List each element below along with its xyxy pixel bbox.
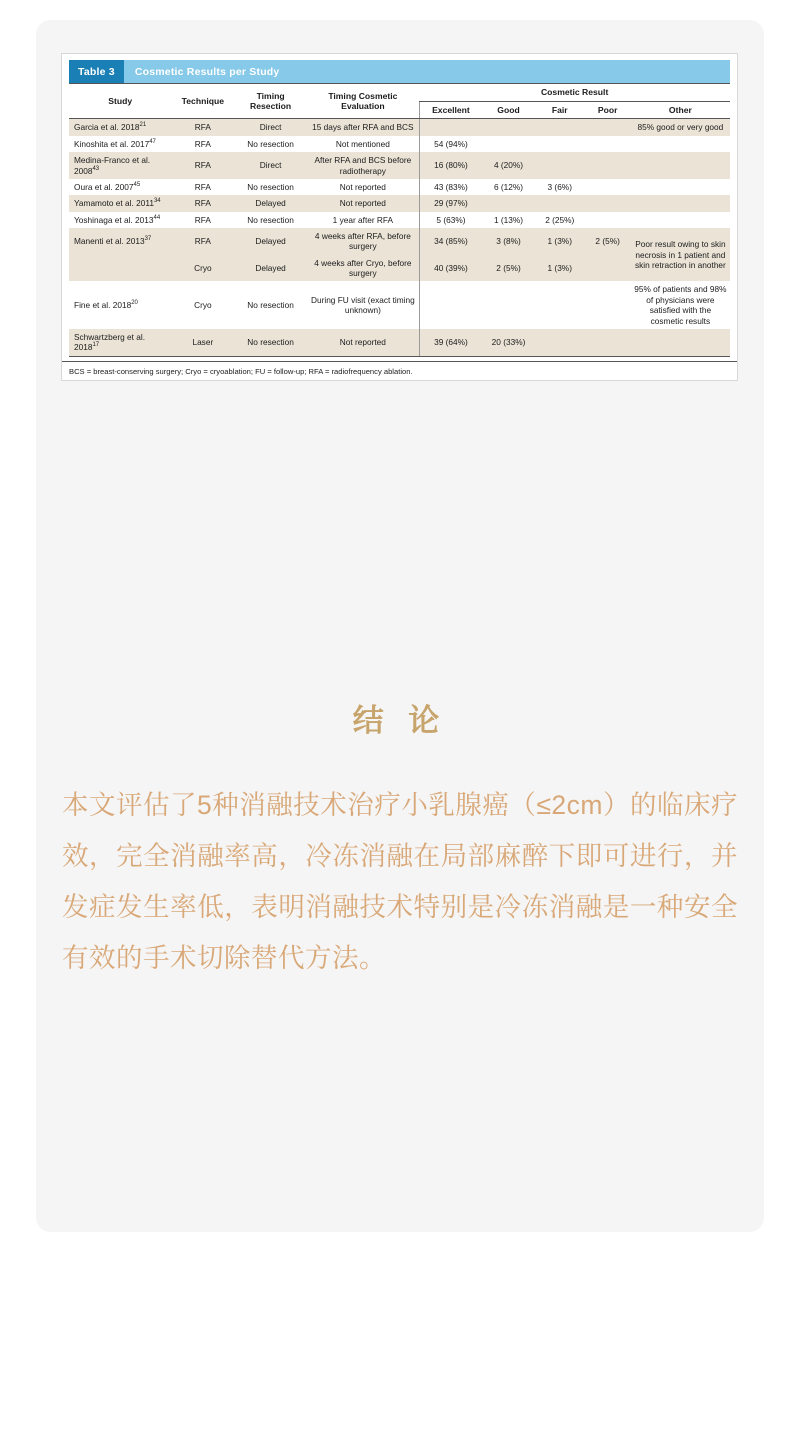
- cell-timing-cosmetic: 15 days after RFA and BCS: [307, 119, 419, 136]
- cell-good: 1 (13%): [493, 214, 524, 225]
- cell-poor: [585, 255, 631, 282]
- col-header-study: Study: [69, 84, 171, 119]
- cell-other: [631, 152, 730, 179]
- col-header-timing-resection: Timing Resection: [234, 84, 307, 119]
- cell-timing-resection: Direct: [234, 119, 307, 136]
- conclusion-heading: 结 论: [352, 703, 448, 738]
- cell-technique: RFA: [194, 181, 211, 192]
- cell-fair: 3 (6%): [547, 181, 572, 192]
- cell-timing-cosmetic: 4 weeks after RFA, before surgery: [307, 228, 419, 255]
- cell-poor: [585, 212, 631, 228]
- cell-study: Oura et al. 2007$^{45}$: [74, 181, 141, 192]
- cell-good: [482, 119, 535, 136]
- cell-timing-resection: No resection: [234, 329, 307, 356]
- cell-timing-resection: No resection: [247, 138, 294, 149]
- cell-timing-cosmetic: During FU visit (exact timing unknown): [310, 294, 415, 316]
- cell-fair: [535, 136, 585, 152]
- cell-study: Fine et al. 2018$^{20}$: [74, 299, 138, 310]
- cell-timing-resection: No resection: [247, 214, 294, 225]
- cell-technique: Cryo: [171, 255, 234, 282]
- table-head: [69, 84, 730, 119]
- cell-technique: RFA: [171, 195, 234, 211]
- col-header-fair: Fair: [535, 101, 585, 119]
- cell-other: [631, 195, 730, 211]
- table-row: [69, 179, 730, 195]
- col-header-cosmetic-result-group: Cosmetic Result: [419, 84, 730, 102]
- cell-excellent: [419, 281, 482, 328]
- cell-timing-cosmetic: Not reported: [307, 329, 419, 356]
- cell-other: [631, 329, 730, 356]
- table-header-row-1: [69, 84, 730, 102]
- cell-good: [482, 281, 535, 328]
- cell-timing-resection: No resection: [247, 299, 294, 310]
- cell-good: 6 (12%): [493, 181, 524, 192]
- table-row: [69, 136, 730, 152]
- cell-poor: [585, 281, 631, 328]
- cell-timing-cosmetic: Not reported: [307, 195, 419, 211]
- col-header-excellent: Excellent: [419, 101, 482, 119]
- cell-study: Schwartzberg et al. 2018$^{17}$: [69, 329, 171, 356]
- cell-fair: [535, 329, 585, 356]
- table-body: [69, 119, 730, 356]
- cell-timing-cosmetic: Not reported: [339, 181, 386, 192]
- cell-poor: 2 (5%): [585, 228, 631, 255]
- cell-poor: [585, 179, 631, 195]
- cell-good: 2 (5%): [482, 255, 535, 282]
- cell-excellent: 54 (94%): [419, 136, 482, 152]
- cell-good: 3 (8%): [482, 228, 535, 255]
- cell-excellent: 34 (85%): [419, 228, 482, 255]
- cell-study: Medina-Franco et al. 2008$^{43}$: [69, 152, 171, 179]
- cell-other: [631, 212, 730, 228]
- table-figure: [61, 53, 738, 381]
- cell-poor: [585, 329, 631, 356]
- col-header-timing-cosmetic: Timing Cosmetic Evaluation: [307, 84, 419, 119]
- cell-technique: RFA: [194, 138, 211, 149]
- cell-other: [631, 179, 730, 195]
- cell-study: Kinoshita et al. 2017$^{47}$: [74, 138, 156, 149]
- cell-fair: [535, 119, 585, 136]
- table-row: [69, 281, 730, 328]
- col-header-poor: Poor: [585, 101, 631, 119]
- cell-fair: 1 (3%): [535, 255, 585, 282]
- table-title-bar: [69, 60, 730, 83]
- table-row: [69, 212, 730, 228]
- cell-excellent: 43 (83%): [419, 179, 482, 195]
- cell-other: 95% of patients and 98% of physicians were satisfied with the cosmetic results: [634, 284, 727, 326]
- cell-good: [482, 136, 535, 152]
- cell-fair: [535, 152, 585, 179]
- cell-other: 85% good or very good: [631, 119, 730, 136]
- cell-good: 20 (33%): [482, 329, 535, 356]
- col-header-good: Good: [482, 101, 535, 119]
- cell-timing-resection: No resection: [247, 181, 294, 192]
- table-inner: [62, 54, 737, 361]
- cell-poor: [585, 152, 631, 179]
- cell-study: [69, 255, 171, 282]
- cell-good: [482, 195, 535, 211]
- cell-poor: [585, 119, 631, 136]
- cell-timing-resection: Direct: [234, 152, 307, 179]
- cell-study: Manenti et al. 2013$^{37}$: [69, 228, 171, 255]
- cell-excellent: 29 (97%): [419, 195, 482, 211]
- conclusion-body: 本文评估了5种消融技术治疗小乳腺癌（≤2cm）的临床疗效，完全消融率高，冷冻消融在局部麻醉下即可进行，并发症发生率低，表明消融技术特别是冷冻消融是一种安全有效的手术切除替代方法。: [62, 790, 738, 973]
- cell-poor: [585, 136, 631, 152]
- cell-excellent: 40 (39%): [419, 255, 482, 282]
- cell-excellent: 5 (63%): [419, 212, 482, 228]
- table-footnote: BCS = breast-conserving surgery; Cryo = cryoablation; FU = follow-up; RFA = radiofrequency ablation.: [62, 361, 737, 380]
- table-row: [69, 152, 730, 179]
- col-header-technique: Technique: [171, 84, 234, 119]
- table-row: [69, 228, 730, 255]
- cell-study: Yamamoto et al. 2011$^{34}$: [69, 195, 171, 211]
- cell-excellent: 16 (80%): [419, 152, 482, 179]
- cell-timing-cosmetic: 1 year after RFA: [332, 214, 394, 225]
- cell-fair: [535, 281, 585, 328]
- cell-timing-cosmetic: Not mentioned: [335, 138, 390, 149]
- cell-timing-resection: Delayed: [234, 255, 307, 282]
- cell-timing-cosmetic: 4 weeks after Cryo, before surgery: [307, 255, 419, 282]
- table-number-badge: Table 3: [69, 60, 124, 83]
- cell-study: Garcia et al. 2018$^{21}$: [69, 119, 171, 136]
- cell-technique: RFA: [194, 214, 211, 225]
- table-row: [69, 119, 730, 136]
- table-title: Cosmetic Results per Study: [134, 65, 280, 78]
- cosmetic-results-table: [69, 83, 730, 357]
- cell-good: 4 (20%): [482, 152, 535, 179]
- cell-timing-resection: Delayed: [234, 195, 307, 211]
- cell-technique: RFA: [171, 152, 234, 179]
- cell-other: [631, 136, 730, 152]
- cell-technique: RFA: [171, 119, 234, 136]
- content-card: [36, 20, 764, 1232]
- table-row: [69, 195, 730, 211]
- cell-fair: [535, 195, 585, 211]
- cell-technique: Laser: [171, 329, 234, 356]
- cell-study: Yoshinaga et al. 2013$^{44}$: [74, 214, 161, 225]
- cell-poor: [585, 195, 631, 211]
- cell-excellent: [419, 119, 482, 136]
- col-header-other: Other: [631, 101, 730, 119]
- cell-fair: 1 (3%): [535, 228, 585, 255]
- cell-technique: RFA: [171, 228, 234, 255]
- cell-technique: Cryo: [194, 299, 212, 310]
- table-row: [69, 329, 730, 356]
- cell-other: Poor result owing to skin necrosis in 1 patient and skin retraction in another: [631, 228, 730, 281]
- cell-timing-cosmetic: After RFA and BCS before radiotherapy: [307, 152, 419, 179]
- cell-excellent: 39 (64%): [419, 329, 482, 356]
- cell-fair: 2 (25%): [545, 214, 575, 225]
- cell-timing-resection: Delayed: [234, 228, 307, 255]
